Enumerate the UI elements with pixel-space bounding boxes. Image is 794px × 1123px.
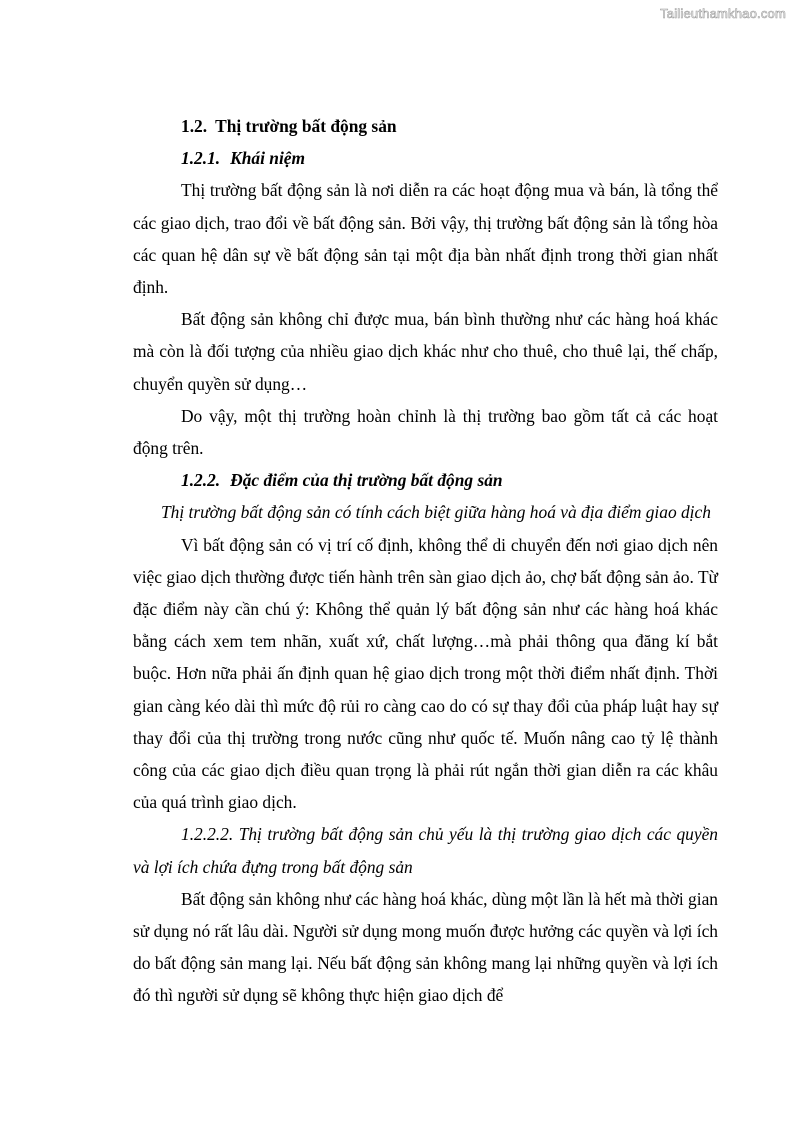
section-heading — [133, 110, 718, 142]
document-page — [133, 110, 718, 1012]
subsection-number: 1.2.2. — [181, 470, 221, 491]
paragraph-long-use: Bất động sản không như các hàng hoá khác, dùng một lần là hết mà thời gian sử dụng nó rất lâu dài. Người sử dụng mong muốn được hưởng các quyền và lợi ích do bất động sản mang lại. Nếu bất động sản không mang lại những quyền và lợi ích đó thì người sử dụng sẽ không thực hiện giao dịch để — [133, 888, 718, 1006]
paragraph-complete-market: Do vậy, một thị trường hoàn chỉnh là thị trường bao gồm tất cả các hoạt động trên. — [133, 405, 718, 459]
subsection-title: Khái niệm — [230, 148, 306, 169]
paragraph-definition: Thị trường bất động sản là nơi diễn ra các hoạt động mua và bán, là tổng thể các giao dịch, trao đổi về bất động sản. Bởi vậy, thị trường bất động sản là tổng hòa các quan hệ dân sự về bất động sản tại một địa bàn nhất định trong thời gian nhất định. — [133, 180, 718, 298]
subsection-number: 1.2.1. — [181, 148, 221, 169]
paragraph-transactions: Bất động sản không chỉ được mua, bán bình thường như các hàng hoá khác mà còn là đối tượng của nhiều giao dịch khác như cho thuê, cho thuê lại, thế chấp, chuyển quyền sử dụng… — [133, 309, 718, 394]
subheading-separation: Thị trường bất động sản có tính cách biệt giữa hàng hoá và địa điểm giao dịch — [161, 502, 711, 523]
watermark: Tailieuthamkhao.com — [660, 6, 786, 21]
subsection-heading-concept — [133, 142, 718, 174]
section-title: Thị trường bất động sản — [215, 116, 397, 136]
subheading-rights-market: 1.2.2.2. Thị trường bất động sản chủ yếu là thị trường giao dịch các quyền và lợi ích chứa đựng trong bất động sản — [133, 824, 718, 877]
section-number: 1.2. — [181, 116, 208, 136]
subsection-heading-characteristics — [133, 464, 718, 496]
paragraph-fixed-location: Vì bất động sản có vị trí cố định, không thể di chuyển đến nơi giao dịch nên việc giao dịch thường được tiến hành trên sàn giao dịch ảo, chợ bất động sản ảo. Từ đặc điểm này cần chú ý: Không thể quản lý bất động sản như các hàng hoá khác bằng cách xem tem nhãn, xuất xứ, chất lượng…mà phải thông qua đăng kí bắt buộc. Hơn nữa phải ấn định quan hệ giao dịch trong một thời điểm nhất định. Thời gian càng kéo dài thì mức độ rủi ro càng cao do có sự thay đổi của pháp luật hay sự thay đổi của thị trường trong nước cũng như quốc tế. Muốn nâng cao tỷ lệ thành công của các giao dịch điều quan trọng là phải rút ngắn thời gian diễn ra các khâu của quá trình giao dịch. — [133, 534, 718, 813]
subsection-title: Đặc điểm của thị trường bất động sản — [230, 470, 503, 491]
